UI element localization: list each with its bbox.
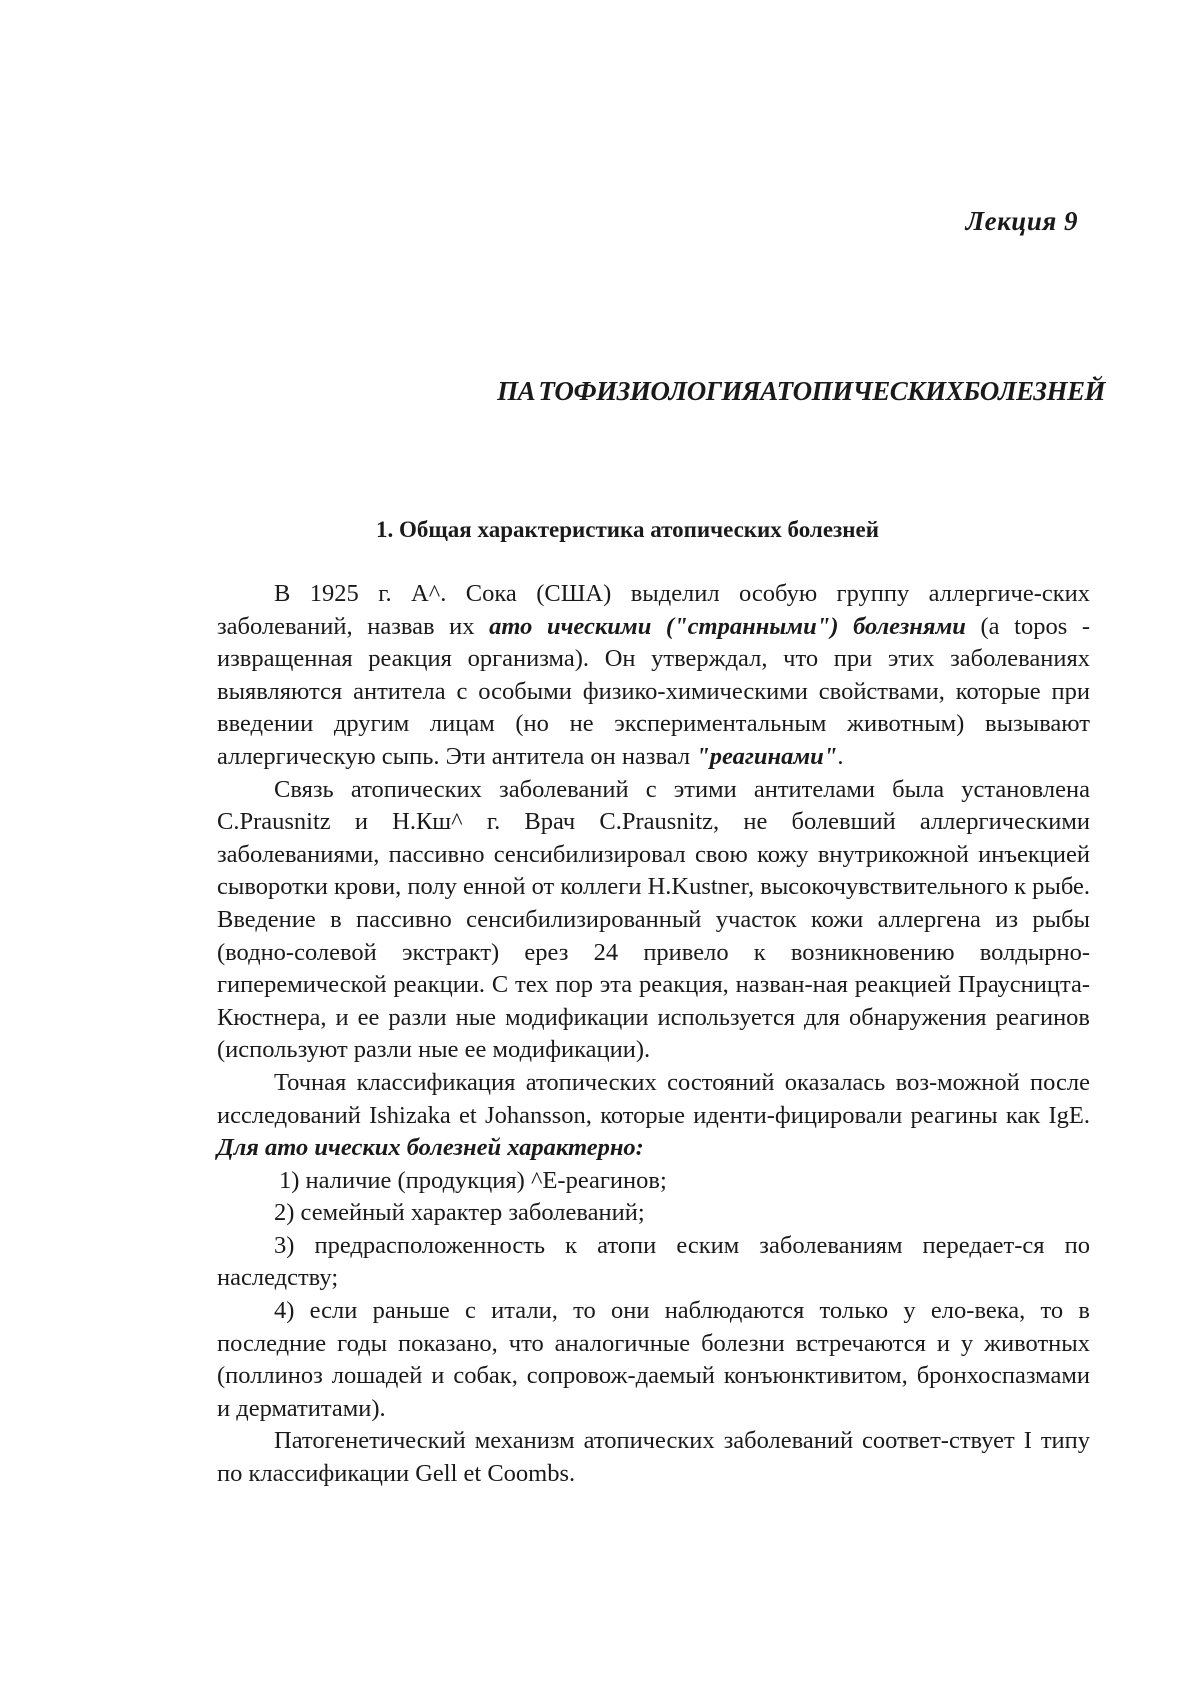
paragraph-text: . <box>837 742 844 770</box>
paragraph-prausnitz: Связь атопических заболеваний с этими антителами была установлена C.Prausnitz и Н.Кш^ г. Врач C.Prausnitz, не болевший аллергическими заболеваниями, пассивно сенсибилизировал свою кожу внутрикожной инъекцией сыворотки крови, полу енной от коллеги H.Kustner, высокочувствительного к рыбе. Введение в пассивно сенсибилизированный участок кожи аллергена из рыбы (водно-солевой экстракт) ерез 24 привело к возникновению волдырно-гиперемической реакции. С тех пор эта реакция, назван-ная реакцией Праусницта-Кюстнера, и ее разли ные модификации используется для обнаружения реагинов (используют разли ные ее модификации). <box>217 775 1090 1064</box>
list-item: 4) если раньше с итали, то они наблюдаются только у ело-века, то в последние годы показано, что аналогичные болезни встречаются и у животных (поллиноз лошадей и собак, сопровож-даемый конъюнктивитом, бронхоспазмами и дерматитами). <box>217 1297 1090 1422</box>
list-item: 1) наличие (продукция) ^Е-реагинов; <box>279 1166 667 1194</box>
section-heading: 1. Общая характеристика атопических болезней <box>376 517 879 542</box>
emphasis-text: ато ическими ("странными") болезнями <box>489 612 966 640</box>
list-item: 2) семейный характер заболеваний; <box>274 1199 645 1227</box>
paragraph-text: В 1925 г. А^. Сока (США) выделил особую группу аллергиче-ских заболеваний, назвав их <box>217 580 1090 640</box>
paragraph-text: Точная классификация атопических состояний оказалась воз-можной после исследований Ishizaka et Johansson, которые иденти-фицировали реагины как IgE. <box>217 1068 1090 1129</box>
body-text <box>217 578 1090 1491</box>
paragraph-classification <box>217 1067 1090 1165</box>
page-title: ПА ТОФИЗИОЛОГИЯАТОПИЧЕСКИХБОЛЕЗНЕЙ <box>497 376 1105 406</box>
paragraph-coca <box>217 578 1090 774</box>
emphasis-text: "реагинами" <box>696 742 838 770</box>
lecture-number: Лекция 9 <box>965 206 1078 236</box>
list-item: 3) предрасположенность к атопи еским заболеваниям передает-ся по наследству; <box>217 1231 1090 1292</box>
emphasis-text: Для ато ических болезней характерно: <box>217 1134 644 1162</box>
paragraph-mechanism: Патогенетический механизм атопических заболеваний соответ-ствует I типу по классификации Gell et Coombs. <box>217 1427 1090 1488</box>
paragraph-text: (а topos - извращенная реакция организма). Он утверждал, что при этих заболеваниях выявляются антитела с особыми физико-химическими свойствами, которые при введении другим лицам (но не экспериментальным животным) вызывают аллергическую сыпь. Эти антитела он назвал <box>217 612 1090 770</box>
